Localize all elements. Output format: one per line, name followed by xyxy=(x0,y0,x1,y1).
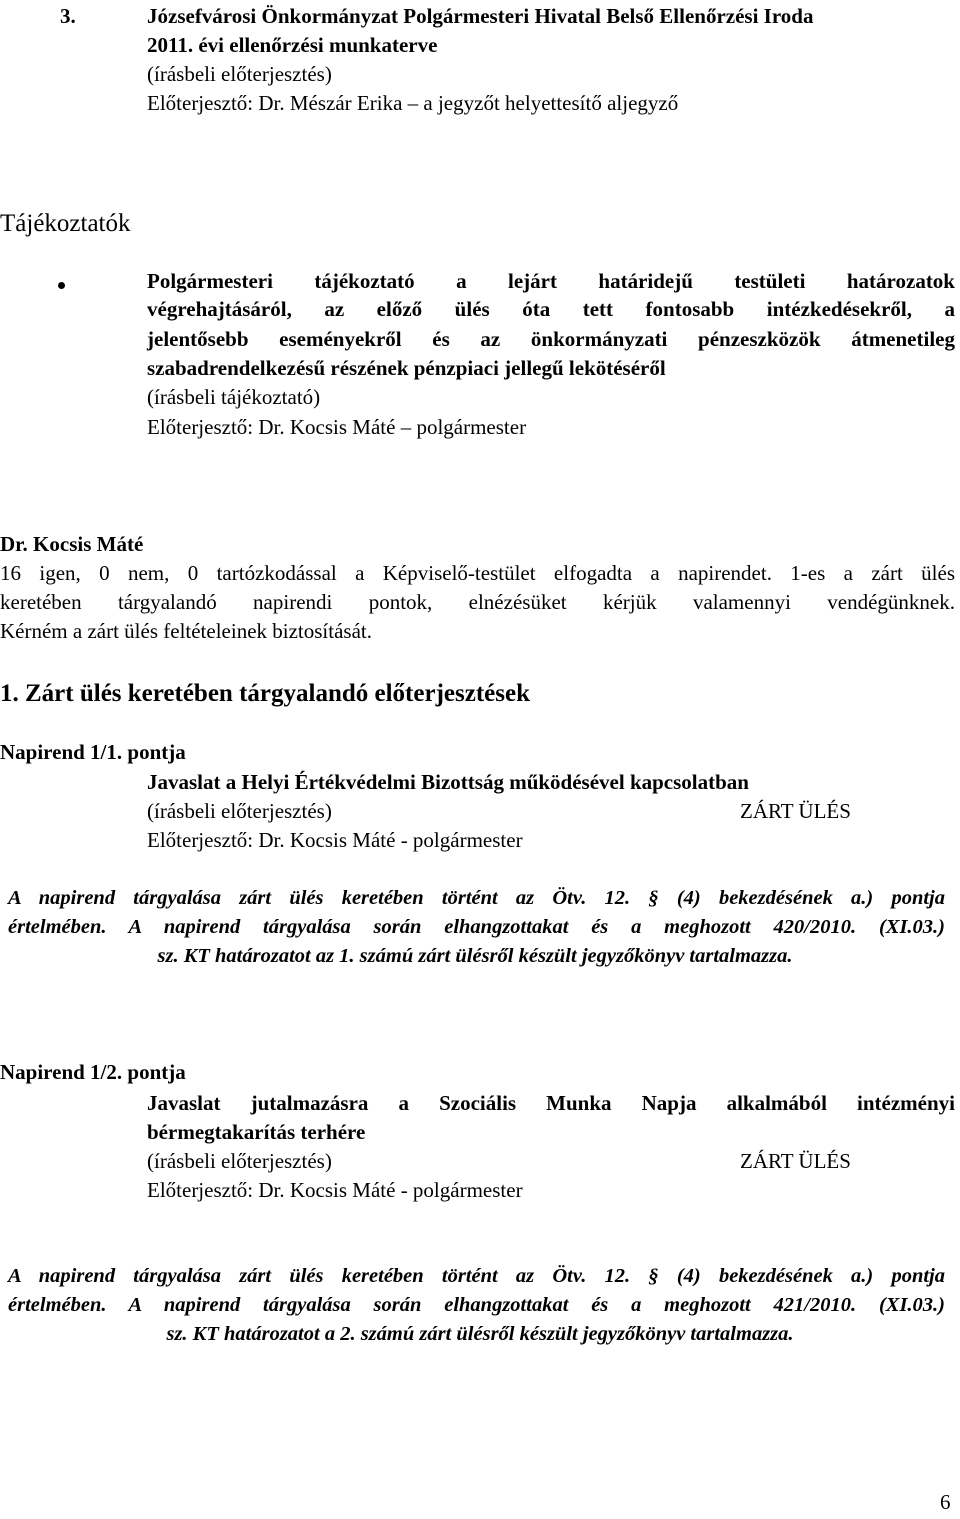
item-doc-type: (írásbeli előterjesztés) xyxy=(147,62,332,86)
agenda-1-1-presenter: Előterjesztő: Dr. Kocsis Máté - polgármester xyxy=(147,828,523,852)
agenda-1-1-closed-session: ZÁRT ÜLÉS xyxy=(740,799,851,823)
bullet-icon xyxy=(58,282,65,289)
agenda-1-2-note-line-3: sz. KT határozatot a 2. számú zárt ülésről készült jegyzőkönyv tartalmazza. xyxy=(166,1323,794,1345)
tajekoztato-line-2: végrehajtásáról, az előző ülés óta tett fontosabb intézkedésekről, a xyxy=(147,297,955,321)
agenda-1-1-doc-type: (írásbeli előterjesztés) xyxy=(147,799,332,823)
agenda-1-2-note-line-1: A napirend tárgyalása zárt ülés keretében történt az Ötv. 12. § (4) bekezdésének a.) pontja xyxy=(8,1265,945,1287)
section-heading-closed-session: 1. Zárt ülés keretében tárgyalandó előterjesztések xyxy=(0,680,530,707)
agenda-1-2-presenter: Előterjesztő: Dr. Kocsis Máté - polgármester xyxy=(147,1178,523,1202)
tajekoztato-line-1: Polgármesteri tájékoztató a lejárt határidejű testületi határozatok xyxy=(147,269,955,293)
speech-line-2: keretében tárgyalandó napirendi pontok, elnézésüket kérjük valamennyi vendégünknek. xyxy=(0,590,955,614)
agenda-1-1-note-line-3: sz. KT határozatot az 1. számú zárt ülésről készült jegyzőkönyv tartalmazza. xyxy=(157,945,793,967)
speech-line-1: 16 igen, 0 nem, 0 tartózkodással a Képviselő-testület elfogadta a napirendet. 1-es a zárt ülés xyxy=(0,561,955,585)
agenda-1-1-note-line-2: értelmében. A napirend tárgyalása során elhangzottakat és a meghozott 420/2010. (XI.03.) xyxy=(8,916,945,938)
agenda-1-2-label: Napirend 1/2. pontja xyxy=(0,1060,186,1084)
agenda-1-2-note-line-2: értelmében. A napirend tárgyalása során elhangzottakat és a meghozott 421/2010. (XI.03.) xyxy=(8,1294,945,1316)
tajekoztato-presenter: Előterjesztő: Dr. Kocsis Máté – polgármester xyxy=(147,415,527,439)
agenda-1-1-title: Javaslat a Helyi Értékvédelmi Bizottság működésével kapcsolatban xyxy=(147,770,749,794)
agenda-1-2-doc-type: (írásbeli előterjesztés) xyxy=(147,1149,332,1173)
agenda-1-1-note-line-1: A napirend tárgyalása zárt ülés keretében történt az Ötv. 12. § (4) bekezdésének a.) pontja xyxy=(8,887,945,909)
item-presenter: Előterjesztő: Dr. Mészár Erika – a jegyzőt helyettesítő aljegyző xyxy=(147,91,679,115)
item-number: 3. xyxy=(60,4,76,28)
agenda-1-1-label: Napirend 1/1. pontja xyxy=(0,740,186,764)
speech-line-3: Kérném a zárt ülés feltételeinek biztosítását. xyxy=(0,619,373,643)
page-number: 6 xyxy=(940,1490,951,1514)
item-title-line-2: 2011. évi ellenőrzési munkaterve xyxy=(147,33,438,57)
section-heading-tajekoztatok: Tájékoztatók xyxy=(0,210,131,237)
speaker-name: Dr. Kocsis Máté xyxy=(0,532,144,556)
item-title-line-1: Józsefvárosi Önkormányzat Polgármesteri Hivatal Belső Ellenőrzési Iroda xyxy=(147,4,814,28)
agenda-1-2-title-line-2: bérmegtakarítás terhére xyxy=(147,1120,366,1144)
tajekoztato-doc-type: (írásbeli tájékoztató) xyxy=(147,385,321,409)
tajekoztato-line-4: szabadrendelkezésű részének pénzpiaci jellegű lekötéséről xyxy=(147,356,666,380)
agenda-1-2-title-line-1: Javaslat jutalmazásra a Szociális Munka Napja alkalmából intézményi xyxy=(147,1091,955,1115)
tajekoztato-line-3: jelentősebb eseményekről és az önkormányzati pénzeszközök átmenetileg xyxy=(147,327,955,351)
agenda-1-2-closed-session: ZÁRT ÜLÉS xyxy=(740,1149,851,1173)
